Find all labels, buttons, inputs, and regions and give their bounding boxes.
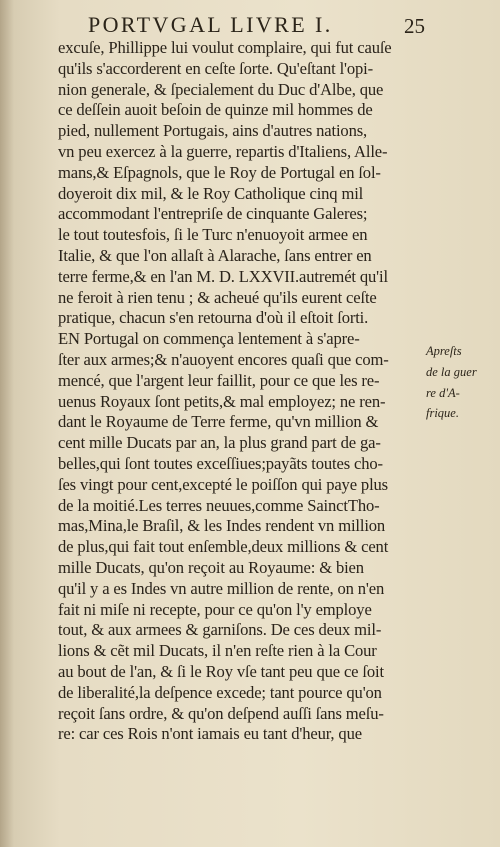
text-line: uenus Royaux ſont petits,& mal employez; ne ren- (58, 391, 386, 411)
text-line: accommodant l'entrepriſe de cinquante Galeres; (58, 204, 368, 224)
text-line: pratique, chacun s'en retourna d'où il eſtoit ſorti. (58, 308, 369, 328)
text-line: Italie, & que l'on allaſt à Alarache, ſans entrer en (58, 245, 372, 265)
text-line: fait ni miſe ni recepte, pour ce qu'on l'y employe (58, 599, 372, 619)
text-line: pied, nullement Portugais, ains d'autres nations, (58, 121, 368, 141)
text-line: EN Portugal on commença lentement à s'apre- (58, 329, 360, 349)
text-line: de la moitié.Les terres neuues,comme SainctTho- (58, 495, 380, 515)
text-line: ce deſſein auoit beſoin de quinze mil hommes de (58, 100, 373, 120)
text-line: qu'ils s'accorderent en ceſte ſorte. Qu'eſtant l'opi- (58, 58, 374, 78)
margin-note-line: re d'A- (426, 385, 460, 400)
text-line: nion generale, & ſpecialement du Duc d'Albe, que (58, 79, 384, 99)
margin-note-line: de la guer (426, 364, 477, 379)
text-line: cent mille Ducats par an, la plus grand part de ga- (58, 433, 381, 453)
text-line: au bout de l'an, & ſi le Roy vſe tant peu que ce ſoit (58, 661, 384, 681)
text-line: reçoit ſans ordre, & qu'on deſpend auſſi ſans meſu- (58, 703, 384, 723)
text-line: ne feroit à rien tenu ; & acheué qu'ils eurent ceſte (58, 287, 377, 307)
text-line: mas,Mina,le Braſil, & les Indes rendent vn million (58, 516, 386, 536)
text-line: dant le Royaume de Terre ferme, qu'vn million & (58, 412, 379, 432)
text-line: vn peu exercez à la guerre, repartis d'Italiens, Alle- (58, 141, 388, 161)
text-line: mille Ducats, qu'on reçoit au Royaume: & bien (58, 557, 364, 577)
margin-note (426, 341, 496, 424)
text-line: lions & cẽt mil Ducats, il n'en reſte rien à la Cour (58, 641, 377, 661)
running-head: PORTVGAL LIVRE I. (88, 12, 333, 37)
text-line: de plus,qui fait tout enſemble,deux millions & cent (58, 537, 389, 557)
text-line: le tout toutesfois, ſi le Turc n'enuoyoit armee en (58, 225, 368, 245)
text-line: ſter aux armes;& n'auoyent encores quaſi que com- (58, 349, 389, 369)
text-line: excuſe, Phillippe lui voulut complaire, qui fut cauſe (58, 38, 392, 57)
text-line: re: car ces Rois n'ont iamais eu tant d'heur, que (58, 724, 362, 744)
text-line: terre ferme,& en l'an M. D. LXXVII.autremét qu'il (58, 266, 388, 286)
margin-note-line: frique. (426, 406, 459, 421)
body-text (58, 38, 430, 745)
text-line: qu'il y a es Indes vn autre million de rente, on n'en (58, 578, 385, 598)
page-gutter-shadow (0, 0, 14, 847)
text-line: doyeroit dix mil, & le Roy Catholique cinq mil (58, 183, 364, 203)
margin-note-line: Apreſts (426, 344, 462, 358)
text-line: mans,& Eſpagnols, que le Roy de Portugal en ſol- (58, 162, 381, 182)
text-line: belles,qui ſont toutes exceſſiues;payãts toutes cho- (58, 453, 383, 473)
text-line: tout, & aux armees & garniſons. De ces deux mil- (58, 620, 382, 640)
page-number: 25 (404, 14, 425, 38)
text-line: mencé, que l'argent leur faillit, pour ce que les re- (58, 370, 380, 390)
text-line: ſes vingt pour cent,excepté le poiſſon qui paye plus (58, 474, 388, 494)
text-line: de liberalité,la deſpence excede; tant pource qu'on (58, 682, 382, 702)
